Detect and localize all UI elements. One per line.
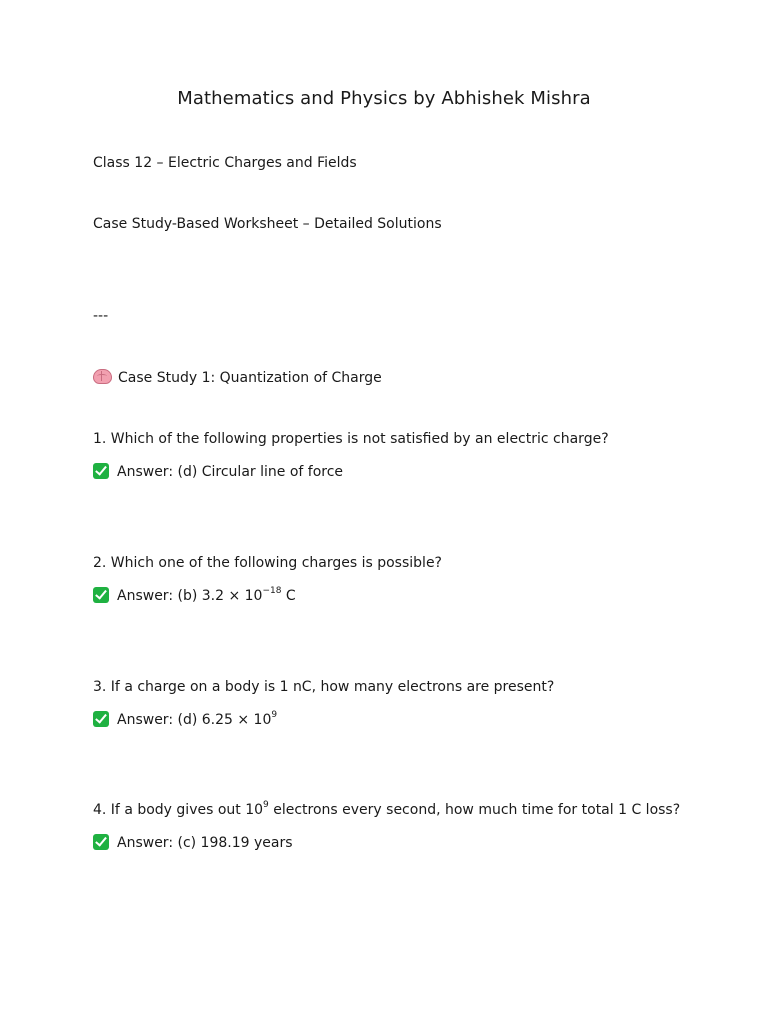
check-mark-icon <box>93 587 109 603</box>
question-4-exponent: 9 <box>263 800 269 811</box>
question-4 <box>93 802 680 818</box>
question-4-prefix: 4. If a body gives out 10 <box>93 802 264 818</box>
answer-1-text: Answer: (d) Circular line of force <box>117 464 344 480</box>
answer-3-prefix: Answer: (d) 6.25 × 10 <box>117 712 272 728</box>
answer-4 <box>93 834 293 851</box>
answer-2-exponent: −18 <box>262 586 282 597</box>
check-mark-icon <box>93 834 109 850</box>
separator: --- <box>93 308 109 324</box>
answer-1 <box>93 463 343 480</box>
worksheet-line: Case Study-Based Worksheet – Detailed Solutions <box>93 216 442 232</box>
answer-2-suffix: C <box>281 588 296 604</box>
case-study-heading <box>93 369 382 386</box>
answer-2-prefix: Answer: (b) 3.2 × 10 <box>117 588 263 604</box>
question-1: 1. Which of the following properties is not satisfied by an electric charge? <box>93 431 609 447</box>
class-line: Class 12 – Electric Charges and Fields <box>93 155 357 171</box>
check-mark-icon <box>93 711 109 727</box>
page-title: Mathematics and Physics by Abhishek Mishra <box>177 88 591 109</box>
case-study-title: Case Study 1: Quantization of Charge <box>118 370 382 386</box>
question-2: 2. Which one of the following charges is possible? <box>93 555 442 571</box>
answer-3-exponent: 9 <box>271 710 278 721</box>
answer-4-text: Answer: (c) 198.19 years <box>117 835 293 851</box>
question-3: 3. If a charge on a body is 1 nC, how many electrons are present? <box>93 679 555 695</box>
answer-2 <box>93 587 296 604</box>
answer-3 <box>93 711 277 728</box>
question-4-suffix: electrons every second, how much time for total 1 C loss? <box>268 802 681 818</box>
brain-icon <box>93 369 112 384</box>
check-mark-icon <box>93 463 109 479</box>
